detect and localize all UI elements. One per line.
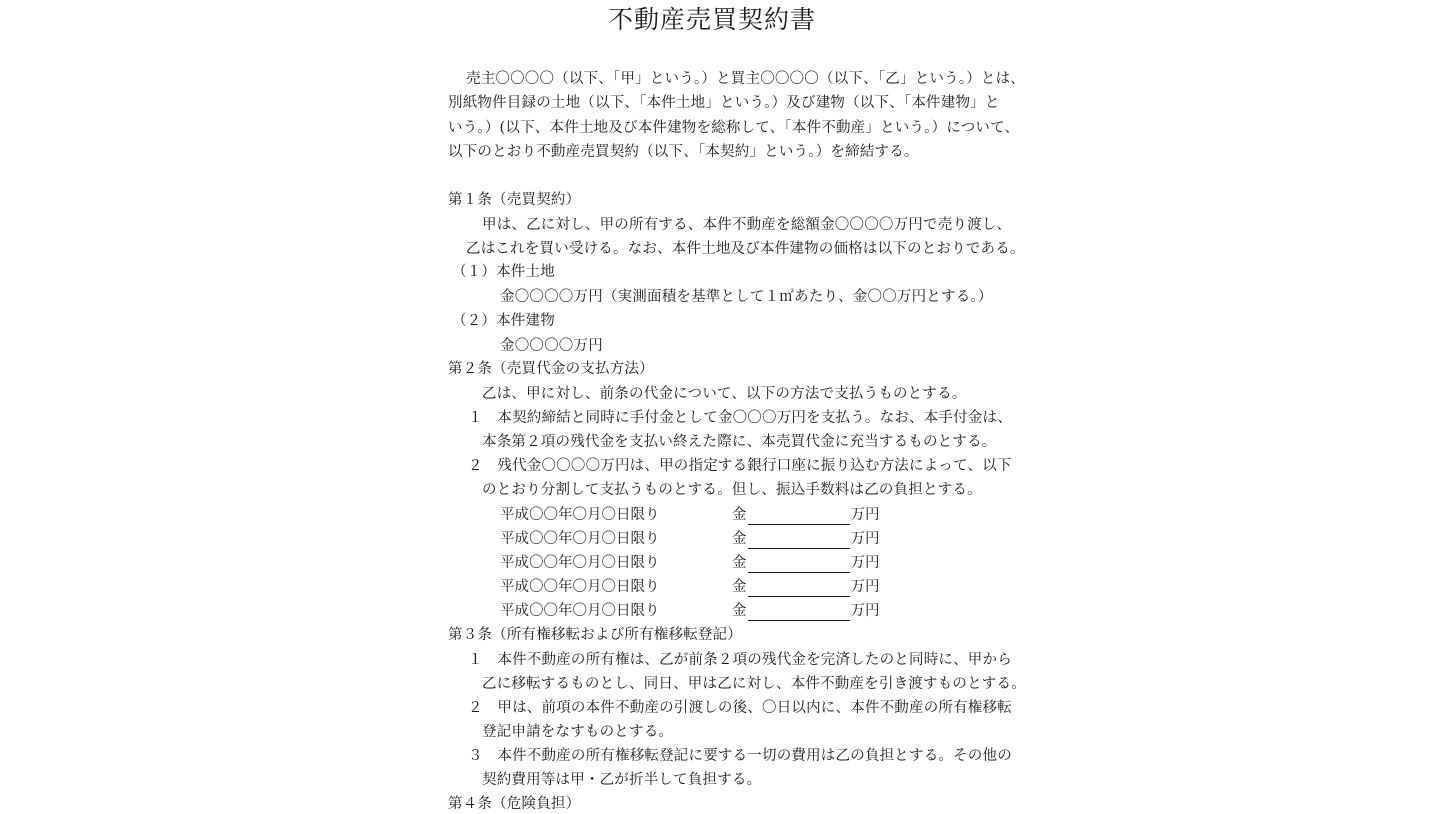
- document-title: 不動産売買契約書: [607, 5, 816, 34]
- payment-amount-blank: [748, 605, 850, 621]
- article2-line: ２ 残代金〇〇〇〇万円は、甲の指定する銀行口座に振り込む方法によって、以下: [468, 458, 1012, 474]
- payment-amount-blank: [748, 509, 850, 525]
- preamble-line: 売主〇〇〇〇（以下、「甲」という。）と買主〇〇〇〇（以下、「乙」という。）とは、: [466, 71, 1025, 87]
- article3-line: 契約費用等は甲・乙が折半して負担する。: [482, 772, 762, 788]
- article2-line: のとおり分割して支払うものとする。但し、振込手数料は乙の負担とする。: [482, 482, 982, 498]
- preamble-line: いう。）(以下、本件土地及び本件建物を総称して、「本件不動産」という。）について、: [448, 120, 1020, 136]
- article1-item-building: （２）本件建物: [452, 313, 555, 329]
- payment-schedule-row: [500, 505, 880, 525]
- payment-unit: 万円: [850, 555, 880, 571]
- payment-schedule-row: [500, 529, 880, 549]
- article4-heading: 第４条（危険負担）: [448, 796, 581, 812]
- article2-line: 乙は、甲に対し、前条の代金について、以下の方法で支払うものとする。: [482, 386, 967, 402]
- article1-line: 金〇〇〇〇万円（実測面積を基準として１㎡あたり、金〇〇万円とする。）: [500, 289, 993, 305]
- payment-prefix: 金: [732, 579, 747, 595]
- payment-prefix: 金: [732, 507, 747, 523]
- payment-unit: 万円: [850, 579, 880, 595]
- article3-heading: 第３条（所有権移転および所有権移転登記）: [448, 627, 742, 643]
- payment-unit: 万円: [850, 507, 880, 523]
- article3-line: １ 本件不動産の所有権は、乙が前条２項の残代金を完済したのと同時に、甲から: [468, 652, 1012, 668]
- article1-line: 金〇〇〇〇万円: [500, 338, 603, 354]
- payment-amount-blank: [748, 557, 850, 573]
- article3-line: ３ 本件不動産の所有権移転登記に要する一切の費用は乙の負担とする。その他の: [468, 748, 1012, 764]
- payment-date: 平成〇〇年〇月〇日限り: [500, 579, 660, 595]
- payment-schedule-row: [500, 553, 880, 573]
- article2-heading: 第２条（売買代金の支払方法）: [448, 361, 654, 377]
- payment-unit: 万円: [850, 531, 880, 547]
- payment-unit: 万円: [850, 603, 880, 619]
- document-page: [448, 0, 1088, 810]
- payment-date: 平成〇〇年〇月〇日限り: [500, 531, 660, 547]
- article3-line: 乙に移転するものとし、同日、甲は乙に対し、本件不動産を引き渡すものとする。: [482, 676, 1026, 692]
- payment-prefix: 金: [732, 531, 747, 547]
- payment-date: 平成〇〇年〇月〇日限り: [500, 507, 660, 523]
- payment-schedule-row: [500, 601, 880, 621]
- preamble-line: 以下のとおり不動産売買契約（以下、「本契約」という。）を締結する。: [448, 144, 919, 160]
- article2-line: １ 本契約締結と同時に手付金として金〇〇〇万円を支払う。なお、本手付金は、: [468, 410, 1012, 426]
- payment-prefix: 金: [732, 555, 747, 571]
- payment-schedule-row: [500, 577, 880, 597]
- payment-amount-blank: [748, 533, 850, 549]
- article2-line: 本条第２項の残代金を支払い終えた際に、本売買代金に充当するものとする。: [482, 434, 997, 450]
- article3-line: ２ 甲は、前項の本件不動産の引渡しの後、〇日以内に、本件不動産の所有権移転: [468, 700, 1012, 716]
- article1-line: 甲は、乙に対し、甲の所有する、本件不動産を総額金〇〇〇〇万円で売り渡し、: [482, 217, 1012, 233]
- article1-heading: 第１条（売買契約）: [448, 192, 581, 208]
- article1-item-land: （１）本件土地: [452, 264, 555, 280]
- payment-prefix: 金: [732, 603, 747, 619]
- payment-date: 平成〇〇年〇月〇日限り: [500, 603, 660, 619]
- payment-amount-blank: [748, 581, 850, 597]
- preamble-line: 別紙物件目録の土地（以下、「本件土地」という。）及び建物（以下、「本件建物」と: [448, 95, 1000, 111]
- article1-line: 乙はこれを買い受ける。なお、本件土地及び本件建物の価格は以下のとおりである。: [466, 241, 1025, 257]
- article3-line: 登記申請をなすものとする。: [482, 724, 674, 740]
- payment-date: 平成〇〇年〇月〇日限り: [500, 555, 660, 571]
